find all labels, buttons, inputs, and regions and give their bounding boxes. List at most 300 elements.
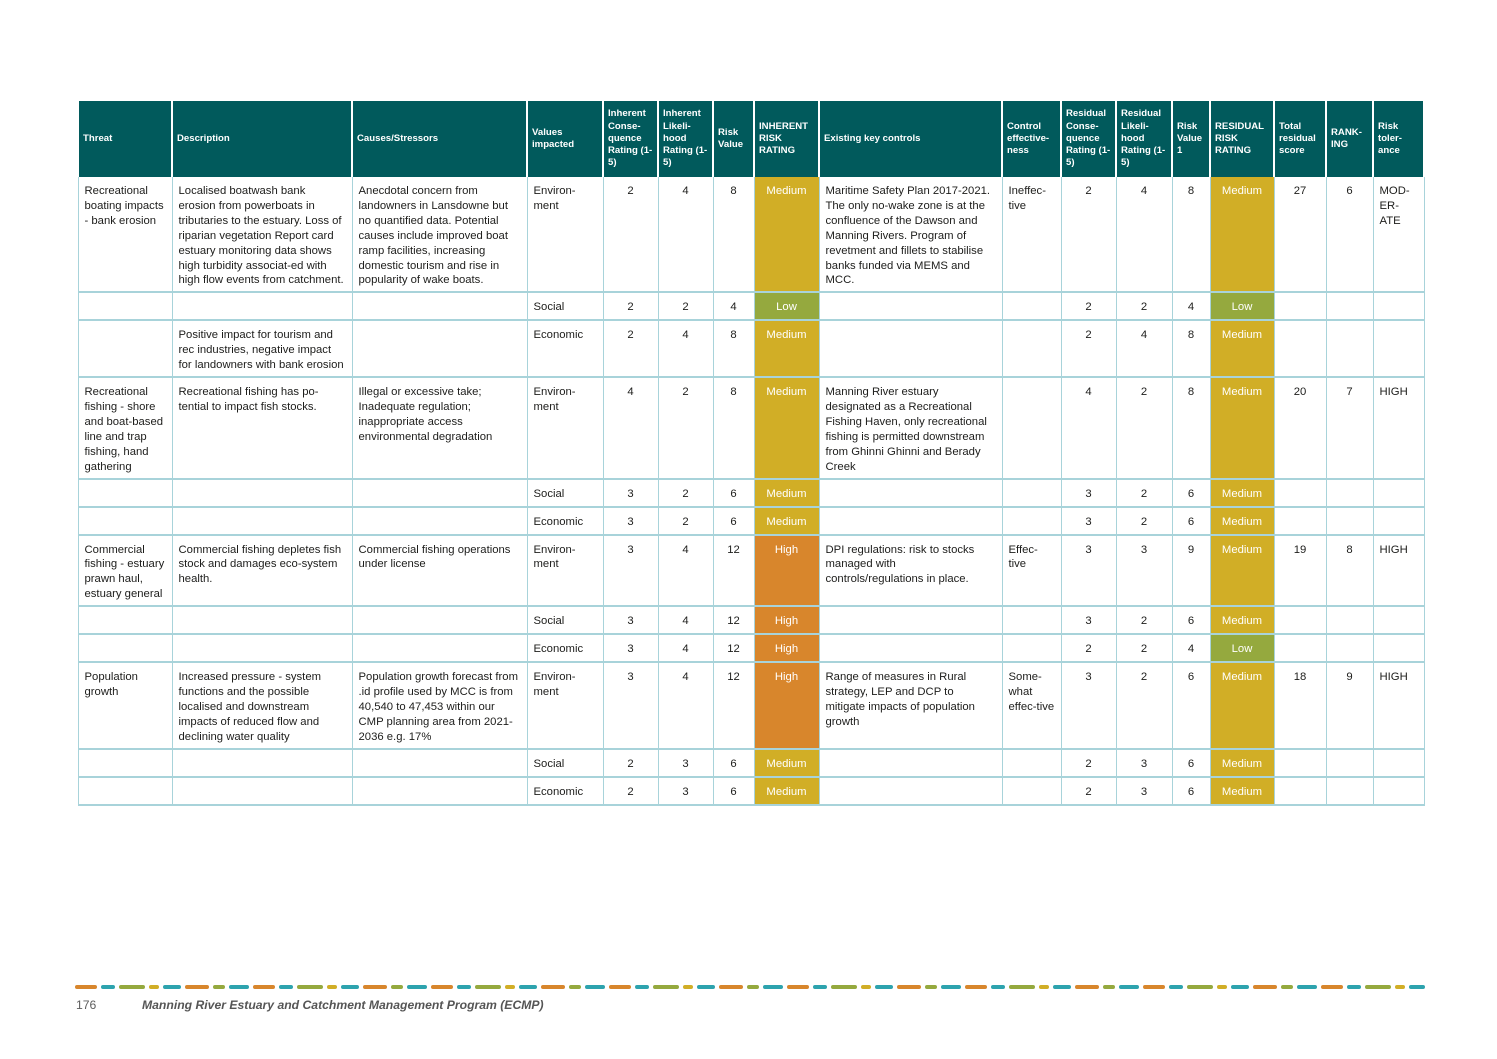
control-effectiveness-cell [1002, 292, 1061, 320]
divider-dash [363, 985, 387, 989]
page-number: 176 [76, 998, 97, 1012]
column-header: Inherent Likeli-hood Rating (1-5) [658, 101, 713, 177]
inherent-consequence-cell: 2 [603, 177, 658, 292]
inherent-risk-rating-cell: Medium [754, 749, 819, 777]
ranking-cell [1326, 749, 1373, 777]
table-header-row [78, 101, 1424, 177]
divider-dash [813, 985, 827, 989]
table-row [78, 377, 1424, 478]
divider-dash [965, 985, 987, 989]
divider-dash [431, 985, 453, 989]
risk-tolerance-cell [1373, 320, 1424, 377]
threat-cell [78, 634, 172, 662]
control-effectiveness-cell [1002, 606, 1061, 634]
residual-risk-value-cell: 8 [1172, 177, 1210, 292]
total-residual-score-cell: 18 [1274, 662, 1326, 749]
inherent-risk-value-cell: 12 [713, 634, 754, 662]
residual-risk-rating-cell: Low [1210, 634, 1274, 662]
residual-risk-rating-cell: Low [1210, 292, 1274, 320]
divider-dash [149, 985, 159, 989]
values-impacted-cell: Economic [527, 320, 603, 377]
description-cell [172, 292, 352, 320]
divider-dash [297, 985, 323, 989]
inherent-likelihood-cell: 4 [658, 535, 713, 607]
inherent-consequence-cell: 3 [603, 535, 658, 607]
residual-risk-rating-cell: Medium [1210, 320, 1274, 377]
inherent-consequence-cell: 2 [603, 320, 658, 377]
control-effectiveness-cell [1002, 320, 1061, 377]
inherent-consequence-cell: 2 [603, 292, 658, 320]
ranking-cell: 6 [1326, 177, 1373, 292]
causes-cell [352, 634, 527, 662]
residual-risk-value-cell: 6 [1172, 662, 1210, 749]
divider-dash [279, 985, 293, 989]
residual-consequence-cell: 3 [1061, 479, 1116, 507]
residual-risk-rating-cell: Medium [1210, 606, 1274, 634]
risk-tolerance-cell [1373, 507, 1424, 535]
divider-dash [163, 985, 181, 989]
inherent-risk-value-cell: 6 [713, 479, 754, 507]
divider-dash [875, 985, 893, 989]
risk-tolerance-cell [1373, 606, 1424, 634]
inherent-likelihood-cell: 4 [658, 606, 713, 634]
ranking-cell [1326, 292, 1373, 320]
divider-dash [407, 985, 427, 989]
inherent-likelihood-cell: 4 [658, 177, 713, 292]
control-effectiveness-cell [1002, 377, 1061, 478]
residual-risk-rating-cell: Medium [1210, 177, 1274, 292]
threat-cell [78, 292, 172, 320]
inherent-likelihood-cell: 3 [658, 749, 713, 777]
causes-cell [352, 320, 527, 377]
divider-dash [1103, 985, 1115, 989]
residual-risk-rating-cell: Medium [1210, 479, 1274, 507]
table-row [78, 777, 1424, 805]
table-row [78, 479, 1424, 507]
description-cell: Recreational fishing has po-tential to impact fish stocks. [172, 377, 352, 478]
risk-tolerance-cell: HIGH [1373, 377, 1424, 478]
threat-cell: Recreational fishing - shore and boat-based line and trap fishing, hand gathering [78, 377, 172, 478]
residual-risk-rating-cell: Medium [1210, 749, 1274, 777]
column-header: Threat [78, 101, 172, 177]
inherent-risk-value-cell: 12 [713, 606, 754, 634]
divider-dash [941, 985, 961, 989]
divider-dash [1281, 985, 1293, 989]
divider-dash [1409, 985, 1425, 989]
residual-risk-rating-cell: Medium [1210, 777, 1274, 805]
residual-consequence-cell: 2 [1061, 177, 1116, 292]
values-impacted-cell: Social [527, 292, 603, 320]
existing-controls-cell [819, 292, 1002, 320]
table-row [78, 535, 1424, 607]
inherent-risk-value-cell: 8 [713, 177, 754, 292]
inherent-risk-rating-cell: High [754, 606, 819, 634]
inherent-risk-value-cell: 6 [713, 777, 754, 805]
threat-cell: Commercial fishing - estuary prawn haul, estuary general [78, 535, 172, 607]
inherent-risk-value-cell: 6 [713, 507, 754, 535]
inherent-risk-rating-cell: High [754, 535, 819, 607]
causes-cell: Illegal or excessive take; Inadequate regulation; inappropriate access environmental degradation [352, 377, 527, 478]
column-header: Risk toler-ance [1373, 101, 1424, 177]
column-header: Values impacted [527, 101, 603, 177]
divider-dash [541, 985, 565, 989]
causes-cell [352, 749, 527, 777]
inherent-consequence-cell: 2 [603, 749, 658, 777]
residual-risk-value-cell: 4 [1172, 634, 1210, 662]
risk-tolerance-cell: MOD-ER-ATE [1373, 177, 1424, 292]
risk-tolerance-cell [1373, 479, 1424, 507]
control-effectiveness-cell [1002, 634, 1061, 662]
inherent-likelihood-cell: 4 [658, 662, 713, 749]
existing-controls-cell [819, 479, 1002, 507]
residual-risk-value-cell: 6 [1172, 479, 1210, 507]
inherent-risk-value-cell: 12 [713, 535, 754, 607]
residual-risk-value-cell: 6 [1172, 507, 1210, 535]
total-residual-score-cell [1274, 777, 1326, 805]
inherent-risk-rating-cell: Medium [754, 507, 819, 535]
table-row [78, 177, 1424, 292]
residual-risk-rating-cell: Medium [1210, 662, 1274, 749]
ranking-cell [1326, 634, 1373, 662]
divider-dash [505, 985, 515, 989]
description-cell [172, 479, 352, 507]
inherent-consequence-cell: 3 [603, 662, 658, 749]
residual-risk-value-cell: 4 [1172, 292, 1210, 320]
inherent-consequence-cell: 3 [603, 606, 658, 634]
residual-risk-value-cell: 8 [1172, 377, 1210, 478]
divider-dash [229, 985, 249, 989]
residual-likelihood-cell: 4 [1116, 177, 1172, 292]
threat-cell [78, 777, 172, 805]
inherent-likelihood-cell: 2 [658, 479, 713, 507]
inherent-risk-rating-cell: Medium [754, 177, 819, 292]
divider-dash [925, 985, 937, 989]
inherent-risk-value-cell: 12 [713, 662, 754, 749]
divider-dash [185, 985, 209, 989]
residual-likelihood-cell: 4 [1116, 320, 1172, 377]
risk-tolerance-cell: HIGH [1373, 535, 1424, 607]
residual-consequence-cell: 3 [1061, 535, 1116, 607]
divider-dash [1053, 985, 1071, 989]
divider-dash [101, 985, 115, 989]
residual-likelihood-cell: 3 [1116, 749, 1172, 777]
risk-tolerance-cell [1373, 777, 1424, 805]
residual-likelihood-cell: 2 [1116, 662, 1172, 749]
inherent-consequence-cell: 4 [603, 377, 658, 478]
residual-consequence-cell: 2 [1061, 292, 1116, 320]
residual-risk-value-cell: 9 [1172, 535, 1210, 607]
inherent-likelihood-cell: 2 [658, 507, 713, 535]
divider-dash [569, 985, 581, 989]
description-cell: Localised boatwash bank erosion from powerboats in tributaries to the estuary. Loss of riparian vegetation Report card estuary monitoring data shows high turbidity associat-ed with high flow events from catchment. [172, 177, 352, 292]
residual-consequence-cell: 3 [1061, 662, 1116, 749]
table-row [78, 662, 1424, 749]
total-residual-score-cell [1274, 479, 1326, 507]
divider-dash [457, 985, 471, 989]
values-impacted-cell: Economic [527, 777, 603, 805]
document-title: Manning River Estuary and Catchment Management Program (ECMP) [142, 998, 544, 1012]
control-effectiveness-cell: Effec-tive [1002, 535, 1061, 607]
residual-consequence-cell: 3 [1061, 507, 1116, 535]
description-cell [172, 634, 352, 662]
risk-tolerance-cell [1373, 749, 1424, 777]
inherent-risk-rating-cell: High [754, 662, 819, 749]
total-residual-score-cell: 19 [1274, 535, 1326, 607]
divider-dash [1009, 985, 1035, 989]
values-impacted-cell: Economic [527, 634, 603, 662]
causes-cell [352, 777, 527, 805]
residual-risk-value-cell: 8 [1172, 320, 1210, 377]
divider-dash [213, 985, 225, 989]
values-impacted-cell: Environ-ment [527, 177, 603, 292]
column-header: Risk Value [713, 101, 754, 177]
inherent-risk-value-cell: 8 [713, 320, 754, 377]
divider-dash [75, 985, 97, 989]
ranking-cell: 8 [1326, 535, 1373, 607]
divider-dash [519, 985, 537, 989]
divider-dash [1347, 985, 1361, 989]
column-header: Description [172, 101, 352, 177]
threat-cell [78, 606, 172, 634]
divider-dash [585, 985, 605, 989]
ranking-cell [1326, 320, 1373, 377]
ranking-cell [1326, 777, 1373, 805]
divider-dash [1119, 985, 1139, 989]
divider-dash [1297, 985, 1317, 989]
total-residual-score-cell: 27 [1274, 177, 1326, 292]
divider-dash [991, 985, 1005, 989]
table-row [78, 507, 1424, 535]
divider-dash [787, 985, 809, 989]
ranking-cell: 7 [1326, 377, 1373, 478]
values-impacted-cell: Social [527, 749, 603, 777]
inherent-risk-rating-cell: Low [754, 292, 819, 320]
threat-cell [78, 479, 172, 507]
values-impacted-cell: Environ-ment [527, 377, 603, 478]
existing-controls-cell [819, 606, 1002, 634]
residual-consequence-cell: 2 [1061, 634, 1116, 662]
threat-cell [78, 507, 172, 535]
control-effectiveness-cell [1002, 749, 1061, 777]
inherent-risk-rating-cell: Medium [754, 777, 819, 805]
inherent-consequence-cell: 2 [603, 777, 658, 805]
causes-cell: Commercial fishing operations under license [352, 535, 527, 607]
threat-cell [78, 749, 172, 777]
inherent-likelihood-cell: 2 [658, 377, 713, 478]
divider-dash [253, 985, 275, 989]
description-cell: Increased pressure - system functions and the possible localised and downstream impacts of reduced flow and declining water quality [172, 662, 352, 749]
divider-dash [1365, 985, 1391, 989]
ranking-cell [1326, 507, 1373, 535]
divider-dash [861, 985, 871, 989]
column-header: RESIDUAL RISK RATING [1210, 101, 1274, 177]
inherent-risk-value-cell: 6 [713, 749, 754, 777]
description-cell [172, 749, 352, 777]
divider-dash [763, 985, 783, 989]
causes-cell: Population growth forecast from .id profile used by MCC is from 40,540 to 47,453 within our CMP planning area from 2021-2036 e.g. 17% [352, 662, 527, 749]
residual-likelihood-cell: 3 [1116, 535, 1172, 607]
inherent-likelihood-cell: 2 [658, 292, 713, 320]
column-header: Risk Value 1 [1172, 101, 1210, 177]
divider-dash [1169, 985, 1183, 989]
divider-dash [653, 985, 679, 989]
residual-likelihood-cell: 2 [1116, 606, 1172, 634]
divider-dash [341, 985, 359, 989]
residual-consequence-cell: 2 [1061, 777, 1116, 805]
divider-dash [635, 985, 649, 989]
threat-cell [78, 320, 172, 377]
residual-likelihood-cell: 3 [1116, 777, 1172, 805]
inherent-risk-rating-cell: High [754, 634, 819, 662]
ranking-cell [1326, 606, 1373, 634]
threat-cell: Population growth [78, 662, 172, 749]
control-effectiveness-cell [1002, 507, 1061, 535]
divider-dash [1217, 985, 1227, 989]
table-row [78, 606, 1424, 634]
residual-risk-rating-cell: Medium [1210, 535, 1274, 607]
residual-likelihood-cell: 2 [1116, 292, 1172, 320]
residual-consequence-cell: 3 [1061, 606, 1116, 634]
residual-risk-rating-cell: Medium [1210, 507, 1274, 535]
inherent-likelihood-cell: 3 [658, 777, 713, 805]
residual-likelihood-cell: 2 [1116, 479, 1172, 507]
values-impacted-cell: Environ-ment [527, 662, 603, 749]
residual-risk-rating-cell: Medium [1210, 377, 1274, 478]
control-effectiveness-cell [1002, 479, 1061, 507]
column-header: Control effective-ness [1002, 101, 1061, 177]
decorative-dashed-divider [75, 983, 1425, 991]
divider-dash [1231, 985, 1249, 989]
inherent-risk-rating-cell: Medium [754, 377, 819, 478]
existing-controls-cell [819, 749, 1002, 777]
risk-tolerance-cell: HIGH [1373, 662, 1424, 749]
divider-dash [683, 985, 693, 989]
table-row [78, 634, 1424, 662]
divider-dash [391, 985, 403, 989]
inherent-likelihood-cell: 4 [658, 634, 713, 662]
existing-controls-cell [819, 507, 1002, 535]
residual-risk-value-cell: 6 [1172, 749, 1210, 777]
residual-likelihood-cell: 2 [1116, 507, 1172, 535]
divider-dash [609, 985, 631, 989]
existing-controls-cell: DPI regulations: risk to stocks managed with controls/regulations in place. [819, 535, 1002, 607]
ranking-cell [1326, 479, 1373, 507]
divider-dash [327, 985, 337, 989]
inherent-risk-value-cell: 4 [713, 292, 754, 320]
divider-dash [1143, 985, 1165, 989]
inherent-consequence-cell: 3 [603, 479, 658, 507]
column-header: Inherent Conse-quence Rating (1-5) [603, 101, 658, 177]
residual-likelihood-cell: 2 [1116, 634, 1172, 662]
divider-dash [1075, 985, 1099, 989]
risk-tolerance-cell [1373, 292, 1424, 320]
divider-dash [747, 985, 759, 989]
ranking-cell: 9 [1326, 662, 1373, 749]
existing-controls-cell: Range of measures in Rural strategy, LEP and DCP to mitigate impacts of population growth [819, 662, 1002, 749]
existing-controls-cell [819, 634, 1002, 662]
column-header: Residual Conse-quence Rating (1-5) [1061, 101, 1116, 177]
total-residual-score-cell [1274, 507, 1326, 535]
causes-cell [352, 292, 527, 320]
table-row [78, 749, 1424, 777]
divider-dash [1253, 985, 1277, 989]
divider-dash [697, 985, 715, 989]
control-effectiveness-cell: Some-what effec-tive [1002, 662, 1061, 749]
total-residual-score-cell [1274, 320, 1326, 377]
threat-cell: Recreational boating impacts - bank erosion [78, 177, 172, 292]
values-impacted-cell: Social [527, 606, 603, 634]
inherent-consequence-cell: 3 [603, 507, 658, 535]
residual-likelihood-cell: 2 [1116, 377, 1172, 478]
column-header: Existing key controls [819, 101, 1002, 177]
causes-cell [352, 479, 527, 507]
existing-controls-cell [819, 320, 1002, 377]
inherent-risk-rating-cell: Medium [754, 320, 819, 377]
divider-dash [831, 985, 857, 989]
table-row [78, 292, 1424, 320]
divider-dash [1039, 985, 1049, 989]
description-cell [172, 606, 352, 634]
residual-consequence-cell: 2 [1061, 320, 1116, 377]
residual-risk-value-cell: 6 [1172, 606, 1210, 634]
total-residual-score-cell [1274, 634, 1326, 662]
inherent-consequence-cell: 3 [603, 634, 658, 662]
values-impacted-cell: Economic [527, 507, 603, 535]
divider-dash [119, 985, 145, 989]
existing-controls-cell [819, 777, 1002, 805]
control-effectiveness-cell: Ineffec-tive [1002, 177, 1061, 292]
risk-assessment-table [77, 101, 1425, 806]
description-cell: Positive impact for tourism and rec industries, negative impact for landowners with bank erosion [172, 320, 352, 377]
residual-risk-value-cell: 6 [1172, 777, 1210, 805]
values-impacted-cell: Social [527, 479, 603, 507]
column-header: Causes/Stressors [352, 101, 527, 177]
causes-cell [352, 606, 527, 634]
causes-cell: Anecdotal concern from landowners in Lansdowne but no quantified data. Potential causes include improved boat ramp facilities, increasing domestic tourism and rise in popularity of wake boats. [352, 177, 527, 292]
page-footer [76, 998, 544, 1012]
control-effectiveness-cell [1002, 777, 1061, 805]
inherent-risk-rating-cell: Medium [754, 479, 819, 507]
existing-controls-cell: Maritime Safety Plan 2017-2021. The only no-wake zone is at the confluence of the Dawson and Manning Rivers. Program of revetment and fillets to stabilise banks funded via MEMS and MCC. [819, 177, 1002, 292]
divider-dash [475, 985, 501, 989]
residual-consequence-cell: 4 [1061, 377, 1116, 478]
description-cell [172, 777, 352, 805]
divider-dash [1321, 985, 1343, 989]
total-residual-score-cell [1274, 749, 1326, 777]
total-residual-score-cell: 20 [1274, 377, 1326, 478]
divider-dash [1187, 985, 1213, 989]
total-residual-score-cell [1274, 292, 1326, 320]
column-header: Residual Likeli-hood Rating (1-5) [1116, 101, 1172, 177]
divider-dash [897, 985, 921, 989]
residual-consequence-cell: 2 [1061, 749, 1116, 777]
total-residual-score-cell [1274, 606, 1326, 634]
divider-dash [719, 985, 743, 989]
table-row [78, 320, 1424, 377]
inherent-likelihood-cell: 4 [658, 320, 713, 377]
description-cell [172, 507, 352, 535]
existing-controls-cell: Manning River estuary designated as a Recreational Fishing Haven, only recreational fishing is permitted downstream from Ghinni Ghinni and Berady Creek [819, 377, 1002, 478]
values-impacted-cell: Environ-ment [527, 535, 603, 607]
column-header: RANK-ING [1326, 101, 1373, 177]
description-cell: Commercial fishing depletes fish stock and damages eco-system health. [172, 535, 352, 607]
inherent-risk-value-cell: 8 [713, 377, 754, 478]
risk-tolerance-cell [1373, 634, 1424, 662]
column-header: Total residual score [1274, 101, 1326, 177]
column-header: INHERENT RISK RATING [754, 101, 819, 177]
divider-dash [1395, 985, 1405, 989]
causes-cell [352, 507, 527, 535]
